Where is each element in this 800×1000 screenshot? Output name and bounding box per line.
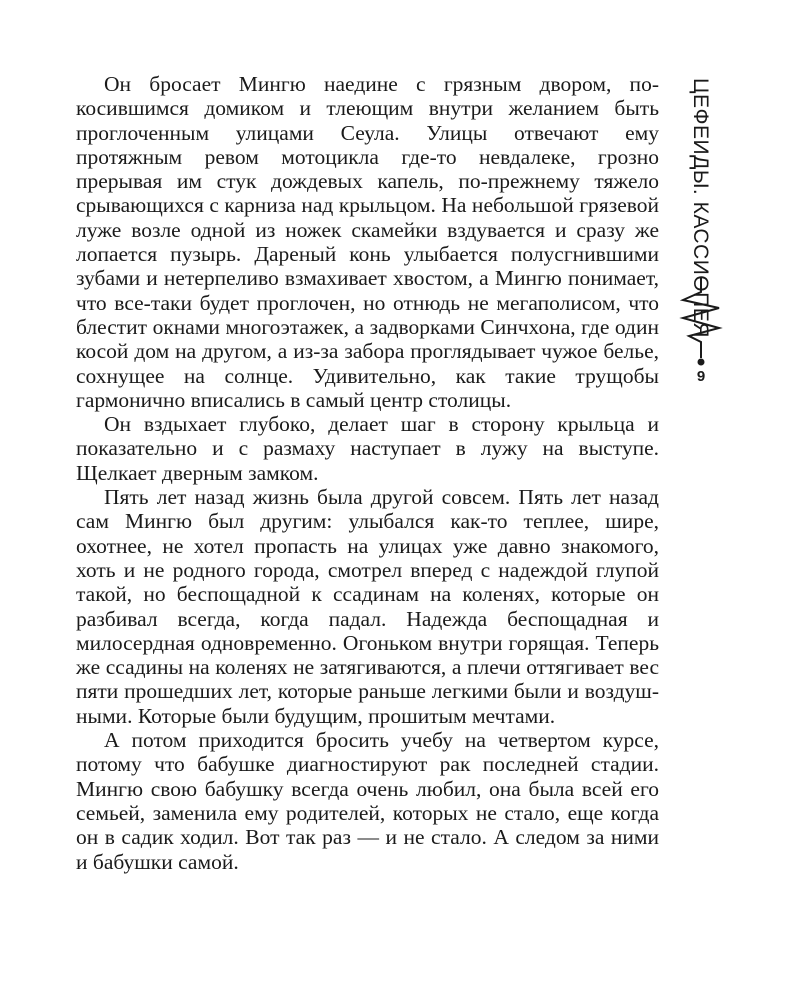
page-number: 9 xyxy=(696,368,706,385)
paragraph-3: Пять лет назад жизнь была другой совсем. Пять лет назад сам Мингю был другим: улыбался как-то теплее, шире, охотнее, не хотел пропасть на улицах уже давно знакомого, хоть и не родного города, смотрел вперед с надеждой глупой такой, но беспощадной к ссадинам на коленях, которые он разбивал всегда, когда падал. Надежда беспощадная и милосердная одновременно. Огоньком внутри горящая. Теперь же ссадины на коленях не затягиваются, а плечи оттягивает вес пяти прошедших лет, которые раньше легкими были и воздушными. Которые были будущим, прошитым мечтами. xyxy=(76,485,659,728)
paragraph-1: Он бросает Мингю наедине с грязным двором, покосившимся домиком и тлеющим внутри желанием быть проглоченным улицами Сеула. Улицы отвечают ему протяжным ревом мотоцикла где-то невдалеке, грозно прерывая им стук дождевых капель, по-прежнему тяжело срывающихся с карниза над крыльцом. На небольшой грязевой луже возле одной из ножек скамейки вздувается и сразу же лопается пузырь. Дареный конь улыбается полусгнившими зубами и нетерпеливо взмахивает хвостом, а Мингю понимает, что все-таки будет проглочен, но отнюдь не мегаполисом, что блестит окнами многоэтажек, а задворками Синчхона, где один косой дом на другом, а из-за забора проглядывает чужое белье, сохнущее на солнце. Удивительно, как такие трущобы гармонично вписались в самый центр столицы. xyxy=(76,72,659,412)
body-text xyxy=(76,72,659,874)
heartbeat-pulse-icon xyxy=(675,278,727,366)
paragraph-4: А потом приходится бросить учебу на четвертом курсе, потому что бабушке диагностируют рак последней стадии. Мингю свою бабушку всегда очень любил, она была всей его семьей, заменила ему родителей, которых не стало, еще когда он в садик ходил. Вот так раз — и не стало. А следом за ними и бабушки самой. xyxy=(76,728,659,874)
paragraph-2: Он вздыхает глубоко, делает шаг в сторону крыльца и показательно и с размаху наступает в лужу на выступе. Щелкает дверным замком. xyxy=(76,412,659,485)
running-head-title: ЦЕФЕИДЫ. КАССИОПЕЯ xyxy=(689,78,712,338)
